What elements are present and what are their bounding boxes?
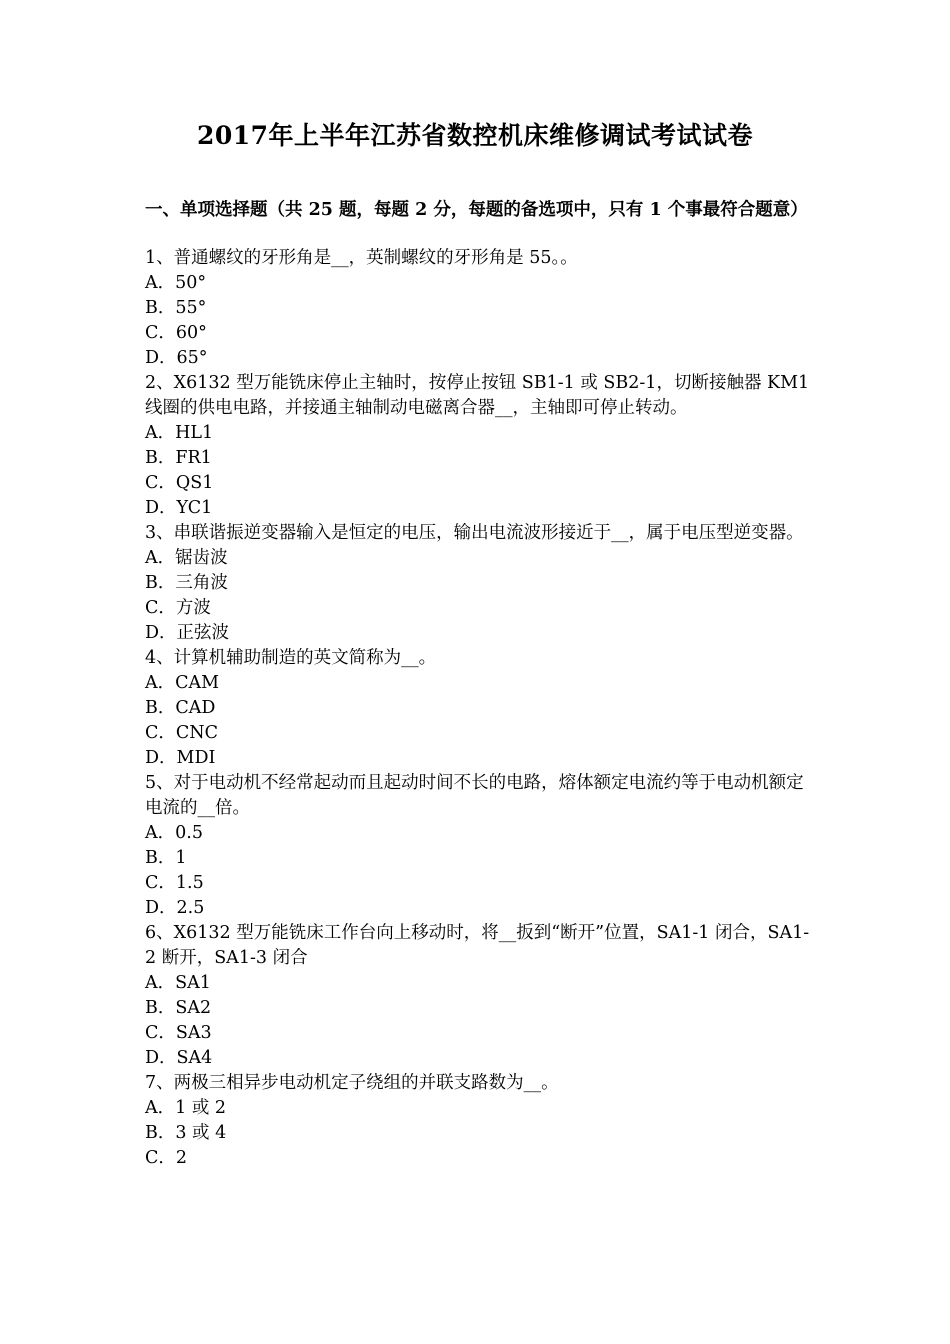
answer-option: D．正弦波 — [145, 623, 230, 643]
question-block — [145, 371, 815, 521]
answer-option: B．三角波 — [145, 573, 228, 593]
answer-option: A．CAM — [145, 673, 220, 693]
answer-option: C．60° — [145, 323, 207, 343]
question-stem: 1、普通螺纹的牙形角是__，英制螺纹的牙形角是 55。。 — [145, 248, 578, 268]
question-stem: 2、X6132 型万能铣床停止主轴时，按停止按钮 SB1-1 或 SB2-1，切断接触器 KM1 线圈的供电电路，并接通主轴制动电磁离合器__，主轴即可停止转动。 — [145, 373, 810, 418]
answer-option: D．SA4 — [145, 1048, 213, 1068]
answer-option: D．MDI — [145, 748, 216, 768]
question-stem: 6、X6132 型万能铣床工作台向上移动时，将__扳到“断开”位置，SA1-1 闭合，SA1-2 断开，SA1-3 闭合 — [145, 923, 810, 968]
answer-option: C．QS1 — [145, 473, 214, 493]
answer-option: B．FR1 — [145, 448, 212, 468]
section-heading: 一、单项选择题（共 25 题，每题 2 分，每题的备选项中，只有 1 个事最符合题意） — [145, 200, 808, 220]
question-stem: 5、对于电动机不经常起动而且起动时间不长的电路，熔体额定电流约等于电动机额定电流的__倍。 — [145, 773, 804, 818]
answer-option: D．YC1 — [145, 498, 213, 518]
question-block — [145, 921, 815, 1071]
answer-option: A．HL1 — [145, 423, 214, 443]
question-block — [145, 771, 815, 921]
question-list — [145, 246, 815, 1171]
answer-option: C．1.5 — [145, 873, 204, 893]
answer-option: A．1 或 2 — [145, 1098, 227, 1118]
answer-option: A．50° — [145, 273, 207, 293]
document-title: 2017年上半年江苏省数控机床维修调试考试试卷 — [196, 121, 754, 150]
question-stem: 3、串联谐振逆变器输入是恒定的电压，输出电流波形接近于__，属于电压型逆变器。 — [145, 523, 804, 543]
answer-option: A．锯齿波 — [145, 548, 228, 568]
answer-option: D．65° — [145, 348, 208, 368]
answer-option: C．方波 — [145, 598, 211, 618]
question-stem: 4、计算机辅助制造的英文简称为__。 — [145, 648, 437, 668]
answer-option: C．SA3 — [145, 1023, 212, 1043]
answer-option: A．SA1 — [145, 973, 211, 993]
question-block — [145, 521, 815, 646]
answer-option: C．CNC — [145, 723, 218, 743]
answer-option: B．1 — [145, 848, 187, 868]
answer-option: D．2.5 — [145, 898, 205, 918]
answer-option: B．CAD — [145, 698, 216, 718]
question-block — [145, 246, 815, 371]
answer-option: C．2 — [145, 1148, 188, 1168]
answer-option: B．SA2 — [145, 998, 212, 1018]
question-block — [145, 1071, 815, 1171]
answer-option: A．0.5 — [145, 823, 203, 843]
question-stem: 7、两极三相异步电动机定子绕组的并联支路数为__。 — [145, 1073, 559, 1093]
answer-option: B．55° — [145, 298, 207, 318]
question-block — [145, 646, 815, 771]
answer-option: B．3 或 4 — [145, 1123, 227, 1143]
